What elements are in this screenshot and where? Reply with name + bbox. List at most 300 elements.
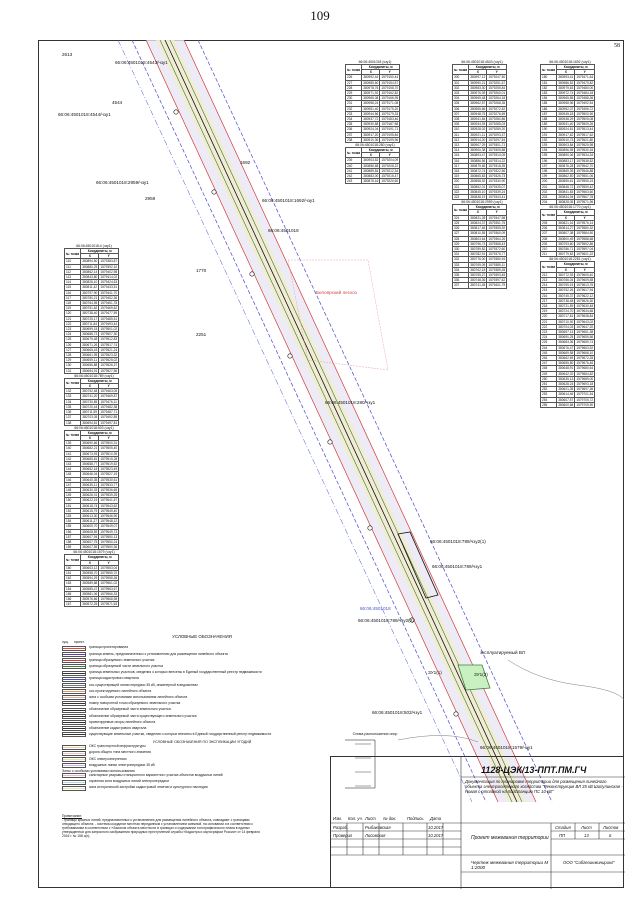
table-cell: 1579553,04 bbox=[100, 565, 118, 570]
table-cell: 1579655,56 bbox=[576, 335, 594, 340]
legend-col-existing: сущ. bbox=[62, 640, 69, 645]
table-cell: 380924,04 bbox=[363, 127, 379, 132]
title-block bbox=[330, 756, 624, 888]
table-cell: 180 bbox=[541, 75, 557, 80]
table-cell: 126 bbox=[65, 342, 81, 347]
coord-table bbox=[64, 248, 119, 374]
notes-title: Примечание: bbox=[62, 814, 82, 818]
table-cell: 1579500,90 bbox=[576, 111, 594, 116]
table-cell: 301 bbox=[453, 80, 469, 85]
table-cell: 1579622,12 bbox=[576, 293, 594, 298]
table-cell: 144 bbox=[65, 467, 81, 472]
parcel-label: 66:06:4501018:280/чзу1 bbox=[325, 400, 376, 405]
coord-header-x: X bbox=[362, 153, 380, 158]
table-cell: 324 bbox=[453, 215, 469, 220]
table-cell: 153 bbox=[65, 513, 81, 518]
table-cell: 200 bbox=[541, 179, 557, 184]
table-cell: 380900,38 bbox=[470, 148, 486, 153]
table-cell: 380711,59 bbox=[82, 410, 98, 415]
table-cell: 1579601,22 bbox=[576, 252, 594, 257]
table-cell: 380699,15 bbox=[82, 327, 98, 332]
table-cell: 380903,52 bbox=[363, 158, 379, 163]
legend-label: номер поворотной точки образуемого земельного участка bbox=[89, 701, 181, 706]
table-cell: 191 bbox=[541, 132, 557, 137]
table-cell: 305 bbox=[453, 101, 469, 106]
coord-header-coords: Координаты, м bbox=[469, 205, 507, 210]
table-cell: 141 bbox=[65, 451, 81, 456]
table-cell: 380603,12 bbox=[82, 565, 98, 570]
table-cell: 380945,18 bbox=[558, 111, 574, 116]
table-cell: 1579195,84 bbox=[381, 132, 399, 137]
table-cell: 1579525,98 bbox=[576, 143, 594, 148]
rev-label: Дата bbox=[430, 816, 442, 821]
coord-table-caption: 66:06:4501018 (чзу1) bbox=[345, 60, 405, 64]
table-cell: 380609,70 bbox=[82, 524, 98, 529]
table-cell: 1579659,74 bbox=[576, 340, 594, 345]
table-cell: 380834,94 bbox=[558, 195, 574, 200]
table-cell: 380843,80 bbox=[82, 275, 98, 280]
legend-symbol bbox=[62, 773, 86, 778]
table-cell: 149 bbox=[65, 493, 81, 498]
table-cell: 380710,92 bbox=[558, 319, 574, 324]
legend-symbol bbox=[62, 720, 86, 725]
table-cell: 1579701,54 bbox=[576, 392, 594, 397]
table-cell: 380671,26 bbox=[82, 342, 98, 347]
table-cell: 380876,28 bbox=[558, 163, 574, 168]
table-cell: 1579204,09 bbox=[381, 158, 399, 163]
table-cell: 380917,20 bbox=[363, 132, 379, 137]
table-cell: 1579512,83 bbox=[100, 337, 118, 342]
legend-symbol bbox=[62, 646, 86, 651]
table-cell: 380694,81 bbox=[82, 420, 98, 425]
table-cell: 1579171,08 bbox=[381, 101, 399, 106]
table-cell: 1579376,77 bbox=[488, 252, 506, 257]
table-cell: 1579613,76 bbox=[576, 283, 594, 288]
table-cell: 216 bbox=[541, 293, 557, 298]
legend-label: граница образуемой части земельного участка bbox=[89, 664, 163, 669]
table-cell: 224 bbox=[541, 335, 557, 340]
table-cell: 207 bbox=[541, 231, 557, 236]
table-cell: 1579392,10 bbox=[100, 264, 118, 269]
table-cell: 380725,17 bbox=[82, 316, 98, 321]
support bbox=[174, 110, 178, 114]
table-cell: 185 bbox=[541, 101, 557, 106]
parcel-label: 66:06:4501018:4544/чзу1 bbox=[58, 112, 111, 117]
table-cell: 132 bbox=[65, 389, 81, 394]
legend-symbol bbox=[62, 714, 86, 719]
legend-symbol bbox=[62, 780, 86, 785]
coord-header-num: № точки bbox=[65, 249, 81, 259]
table-cell: 380755,27 bbox=[470, 272, 486, 277]
table-cell: 380838,19 bbox=[470, 195, 486, 200]
table-cell: 380720,44 bbox=[82, 404, 98, 409]
table-cell: 1579393,45 bbox=[488, 272, 506, 277]
table-cell: 222 bbox=[541, 324, 557, 329]
table-row bbox=[541, 402, 595, 407]
table-cell: 192 bbox=[541, 137, 557, 142]
coord-header-coords: Координаты, м bbox=[362, 148, 400, 153]
table-cell: 1579463,05 bbox=[100, 389, 118, 394]
scheme-title: Схема расположения опор bbox=[335, 732, 415, 736]
table-cell: 1579469,62 bbox=[100, 306, 118, 311]
table-cell: 1579526,37 bbox=[100, 363, 118, 368]
map-number: 4544 bbox=[112, 100, 123, 105]
coord-table-caption: 66:06:4501018:1692 (чзу1) bbox=[540, 60, 600, 64]
table-cell: 1579372,60 bbox=[488, 246, 506, 251]
coord-header-num: № точки bbox=[346, 65, 362, 75]
table-cell: 380704,03 bbox=[558, 324, 574, 329]
table-cell: 331 bbox=[453, 252, 469, 257]
table-cell: 1579517,62 bbox=[576, 132, 594, 137]
zu-label: ЗУ1(1) bbox=[428, 670, 442, 675]
table-cell: 380585,47 bbox=[82, 586, 98, 591]
project-title: Проект межевания территории bbox=[471, 835, 549, 841]
table-cell: 116 bbox=[65, 290, 81, 295]
quarter-label: 66:06:4501018 bbox=[360, 606, 391, 611]
table-cell: 1579558,36 bbox=[100, 576, 118, 581]
table-cell: 380673,93 bbox=[82, 451, 98, 456]
table-cell: 380703,05 bbox=[82, 415, 98, 420]
table-cell: 380654,91 bbox=[82, 368, 98, 373]
legend-symbol bbox=[62, 745, 86, 750]
table-cell: 1579539,25 bbox=[100, 493, 118, 498]
table-cell: 1579364,26 bbox=[488, 236, 506, 241]
coord-table bbox=[64, 554, 119, 607]
table-cell: 182 bbox=[541, 85, 557, 90]
table-cell: 380965,85 bbox=[558, 96, 574, 101]
table-cell: 380952,07 bbox=[558, 106, 574, 111]
table-cell: 380944,56 bbox=[363, 111, 379, 116]
table-cell: 1579461,78 bbox=[100, 301, 118, 306]
table-cell: 1579534,34 bbox=[576, 153, 594, 158]
table-cell: 1579519,52 bbox=[100, 461, 118, 466]
coord-header-num: № точки bbox=[65, 378, 81, 388]
table-cell: 321 bbox=[453, 184, 469, 189]
coord-header-x: X bbox=[81, 560, 99, 565]
table-cell: 380962,57 bbox=[470, 101, 486, 106]
table-cell: 1579383,87 bbox=[100, 259, 118, 264]
table-cell: 1579488,36 bbox=[576, 96, 594, 101]
table-cell: 380665,81 bbox=[82, 456, 98, 461]
coord-header-y: Y bbox=[575, 215, 595, 220]
table-cell: 325 bbox=[453, 220, 469, 225]
table-cell: 248 bbox=[541, 366, 557, 371]
table-cell: 1579500,31 bbox=[100, 441, 118, 446]
table-cell: 380724,70 bbox=[558, 309, 574, 314]
table-cell: 315 bbox=[453, 153, 469, 158]
table-cell: 380607,57 bbox=[558, 397, 574, 402]
rev-label: Лист bbox=[365, 816, 376, 821]
table-cell: 1579538,52 bbox=[576, 158, 594, 163]
table-cell: 1579680,64 bbox=[576, 366, 594, 371]
table-cell: 1579471,64 bbox=[576, 75, 594, 80]
coord-header-y: Y bbox=[380, 153, 400, 158]
table-cell: 380986,52 bbox=[558, 80, 574, 85]
table-cell: 1579672,28 bbox=[576, 355, 594, 360]
stage-value: ПП bbox=[559, 833, 566, 838]
table-cell: 203 bbox=[541, 195, 557, 200]
table-cell: 1579523,32 bbox=[100, 353, 118, 358]
coord-table-caption: 66:06:4501018:1770 (чзу1) bbox=[540, 205, 600, 209]
table-cell: 208 bbox=[541, 236, 557, 241]
table-cell: 1579505,40 bbox=[100, 446, 118, 451]
coord-header-y: Y bbox=[575, 267, 595, 272]
table-cell: 380883,00 bbox=[363, 174, 379, 179]
parcel-label: 66:06:4501018:503/чзу1 bbox=[372, 710, 423, 715]
rev-label: № док. bbox=[383, 816, 397, 821]
table-cell: 380608,59 bbox=[82, 529, 98, 534]
table-cell: 303 bbox=[453, 91, 469, 96]
table-cell: 202 bbox=[541, 189, 557, 194]
table-cell: 380615,79 bbox=[82, 508, 98, 513]
coord-table-caption: 66:06:4501018:2251 (чзу1) bbox=[540, 257, 600, 261]
table-cell: 380886,56 bbox=[470, 158, 486, 163]
coord-header-y: Y bbox=[487, 210, 507, 215]
table-cell: 184 bbox=[541, 96, 557, 101]
organization: ООО "Сибгеоинжиниринг" bbox=[563, 860, 615, 865]
table-cell: 217 bbox=[541, 298, 557, 303]
legend-item bbox=[62, 732, 312, 738]
coord-table-caption: 66:06:4501018:2959 (чзу1) bbox=[452, 200, 512, 204]
table-cell: 228 bbox=[346, 85, 362, 90]
table-cell: 231 bbox=[346, 101, 362, 106]
table-cell: 1579561,02 bbox=[100, 581, 118, 586]
table-cell: 193 bbox=[541, 143, 557, 148]
table-cell: 300 bbox=[453, 75, 469, 80]
table-cell: 1579525,02 bbox=[100, 358, 118, 363]
legend-label: воздушные линии электропередачи 35 кВ bbox=[89, 762, 155, 767]
table-cell: 1579643,02 bbox=[576, 319, 594, 324]
table-cell: 380826,10 bbox=[82, 280, 98, 285]
table-cell: 1579551,06 bbox=[576, 174, 594, 179]
table-cell: 380762,18 bbox=[470, 267, 486, 272]
table-cell: 1579301,71 bbox=[488, 143, 506, 148]
coord-header-x: X bbox=[81, 384, 99, 389]
table-cell: 147 bbox=[65, 482, 81, 487]
table-cell: 380752,26 bbox=[558, 288, 574, 293]
table-cell: 206 bbox=[541, 226, 557, 231]
coord-header-x: X bbox=[469, 70, 487, 75]
legend-symbol bbox=[62, 677, 86, 682]
table-cell: 250 bbox=[541, 376, 557, 381]
table-cell: 1579260,01 bbox=[488, 91, 506, 96]
table-cell: 380824,37 bbox=[470, 220, 486, 225]
coord-table-caption: 66:06:4501018:1579 (чзу1) bbox=[64, 550, 124, 554]
table-cell: 1579480,00 bbox=[576, 85, 594, 90]
table-cell: 380997,12 bbox=[470, 75, 486, 80]
table-cell: 380796,73 bbox=[470, 241, 486, 246]
table-cell: 1579542,70 bbox=[576, 163, 594, 168]
table-cell: 1579280,86 bbox=[488, 117, 506, 122]
table-cell: 1579212,34 bbox=[381, 168, 399, 173]
table-cell: 309 bbox=[453, 122, 469, 127]
table-cell: 380972,74 bbox=[558, 91, 574, 96]
table-cell: 1579475,82 bbox=[576, 80, 594, 85]
coord-header-y: Y bbox=[575, 70, 595, 75]
table-cell: 160 bbox=[65, 565, 81, 570]
legend-label: обозначение кадастрового квартала bbox=[89, 725, 147, 730]
table-cell: 1579401,79 bbox=[488, 283, 506, 288]
table-cell: 1579592,86 bbox=[576, 241, 594, 246]
legend-symbol bbox=[62, 658, 86, 663]
table-cell: 330 bbox=[453, 246, 469, 251]
table-cell: 181 bbox=[541, 80, 557, 85]
name-developer: Рыбаковская bbox=[365, 825, 391, 830]
table-cell: 380621,35 bbox=[558, 387, 574, 392]
sheet-number: 58 bbox=[614, 43, 620, 49]
table-cell: 1579485,51 bbox=[100, 316, 118, 321]
sheet-label: Лист bbox=[581, 825, 592, 830]
coord-header-num: № точки bbox=[346, 148, 362, 158]
table-cell: 380976,39 bbox=[470, 91, 486, 96]
parcel-label: 66:06:4501018:1579/чзу1 bbox=[480, 745, 533, 750]
table-cell: 117 bbox=[65, 295, 81, 300]
map-number: 2251 bbox=[196, 332, 207, 337]
table-row bbox=[346, 179, 400, 184]
table-cell: 1579541,57 bbox=[100, 498, 118, 503]
table-cell: 380786,71 bbox=[558, 246, 574, 251]
coord-header-y: Y bbox=[99, 435, 119, 440]
table-cell: 1579414,02 bbox=[100, 275, 118, 280]
table-cell: 380880,25 bbox=[82, 264, 98, 269]
legend-symbol bbox=[62, 786, 86, 791]
date-checker: 10.2017 bbox=[428, 833, 444, 838]
table-cell: 1579549,73 bbox=[100, 529, 118, 534]
table-cell: 146 bbox=[65, 477, 81, 482]
table-cell: 380828,05 bbox=[558, 200, 574, 205]
table-cell: 1579402,98 bbox=[100, 269, 118, 274]
table-cell: 380993,41 bbox=[558, 75, 574, 80]
table-cell: 1579452,36 bbox=[100, 295, 118, 300]
table-cell: 1579634,66 bbox=[576, 309, 594, 314]
role-checker: Проверил bbox=[333, 833, 353, 838]
table-cell: 328 bbox=[453, 236, 469, 241]
table-cell: 380576,66 bbox=[82, 597, 98, 601]
table-cell: 156 bbox=[65, 529, 81, 534]
table-row bbox=[65, 368, 119, 373]
table-cell: 1579285,03 bbox=[488, 122, 506, 127]
table-cell: 137 bbox=[65, 415, 81, 420]
table-cell: 1579297,54 bbox=[488, 137, 506, 142]
coord-header-x: X bbox=[557, 215, 575, 220]
table-cell: 1579380,94 bbox=[488, 257, 506, 262]
table-cell: 1579314,22 bbox=[488, 158, 506, 163]
table-cell: 380797,90 bbox=[82, 290, 98, 295]
table-cell: 307 bbox=[453, 111, 469, 116]
table-cell: 380855,61 bbox=[558, 179, 574, 184]
table-cell: 1579492,54 bbox=[576, 101, 594, 106]
table-cell: 148 bbox=[65, 487, 81, 492]
map-number: 2959 bbox=[145, 196, 156, 201]
table-cell: 1579497,81 bbox=[100, 420, 118, 425]
table-cell: 380955,66 bbox=[470, 106, 486, 111]
table-cell: 254 bbox=[541, 397, 557, 402]
table-cell: 118 bbox=[65, 301, 81, 306]
table-cell: 1579689,00 bbox=[576, 376, 594, 381]
table-cell: 1579568,98 bbox=[100, 597, 118, 601]
table-cell: 1579588,68 bbox=[576, 236, 594, 241]
legend-label: ОКС электроэнергетики bbox=[89, 756, 127, 761]
table-cell: 112 bbox=[65, 269, 81, 274]
table-cell: 1579515,28 bbox=[100, 456, 118, 461]
table-cell: 1579251,67 bbox=[488, 80, 506, 85]
support bbox=[212, 190, 216, 194]
coord-header-num: № точки bbox=[541, 262, 557, 272]
coord-table bbox=[540, 64, 595, 205]
table-cell: 380931,40 bbox=[558, 122, 574, 127]
table-cell: 143 bbox=[65, 461, 81, 466]
table-cell: 1579546,88 bbox=[576, 169, 594, 174]
table-cell: 1579191,71 bbox=[381, 127, 399, 132]
table-cell: 1579154,57 bbox=[381, 80, 399, 85]
table-cell: 380688,73 bbox=[82, 332, 98, 337]
map-number: 1692 bbox=[240, 160, 251, 165]
sheet-value: 13 bbox=[584, 833, 589, 838]
table-cell: 1579530,61 bbox=[100, 477, 118, 482]
role-developer: Разраб. bbox=[333, 825, 349, 830]
table-cell: 1579216,47 bbox=[381, 174, 399, 179]
table-cell: 237 bbox=[346, 132, 362, 137]
table-cell: 380876,16 bbox=[363, 179, 379, 184]
table-cell: 380985,60 bbox=[363, 80, 379, 85]
table-cell: 1579536,65 bbox=[100, 487, 118, 492]
table-cell: 380969,48 bbox=[470, 96, 486, 101]
document-description: Документация по планировке территории для размещения линейного объекта электросетевого хозяйства "Реконструкция ВЛ 35 кВ Шипулинская - Новая с отпайкой на подстанцию ПС 10 кВ" bbox=[465, 779, 623, 794]
table-cell: 380759,15 bbox=[558, 283, 574, 288]
table-cell: 380928,02 bbox=[470, 127, 486, 132]
coord-table bbox=[452, 64, 507, 200]
coord-header-num: № точки bbox=[65, 555, 81, 565]
table-cell: 380581,06 bbox=[82, 591, 98, 596]
table-cell: 1579630,48 bbox=[576, 303, 594, 308]
table-cell: 157 bbox=[65, 534, 81, 539]
table-cell: 313 bbox=[453, 143, 469, 148]
coord-table bbox=[540, 209, 595, 257]
table-cell: 380858,92 bbox=[470, 179, 486, 184]
table-cell: 317 bbox=[453, 163, 469, 168]
table-cell: 1579513,44 bbox=[576, 127, 594, 132]
table-cell: 380803,64 bbox=[470, 236, 486, 241]
table-cell: 1579517,74 bbox=[100, 342, 118, 347]
table-cell: 380831,28 bbox=[470, 215, 486, 220]
table-cell: 220 bbox=[541, 314, 557, 319]
table-cell: 194 bbox=[541, 148, 557, 153]
table-cell: 308 bbox=[453, 117, 469, 122]
table-cell: 380782,91 bbox=[470, 252, 486, 257]
legend-symbol bbox=[62, 695, 86, 700]
table-cell: 227 bbox=[346, 80, 362, 85]
table-cell: 245 bbox=[541, 350, 557, 355]
table-cell: 1579684,82 bbox=[576, 371, 594, 376]
table-cell: 1579255,84 bbox=[488, 85, 506, 90]
legend-symbol bbox=[62, 751, 86, 756]
rev-label: Кол. уч. bbox=[348, 816, 363, 821]
table-cell: 380862,50 bbox=[558, 174, 574, 179]
table-cell: 1579521,80 bbox=[576, 137, 594, 142]
table-cell: 380872,74 bbox=[470, 169, 486, 174]
table-cell: 380741,20 bbox=[82, 394, 98, 399]
table-cell: 329 bbox=[453, 241, 469, 246]
table-cell: 1579533,77 bbox=[100, 482, 118, 487]
table-cell: 1579571,96 bbox=[576, 200, 594, 205]
table-cell: 120 bbox=[65, 311, 81, 316]
table-cell: 380930,88 bbox=[363, 122, 379, 127]
table-cell: 380607,75 bbox=[82, 539, 98, 544]
table-cell: 310 bbox=[453, 127, 469, 132]
table-cell: 1579647,20 bbox=[576, 324, 594, 329]
table-cell: 380883,17 bbox=[558, 158, 574, 163]
table-cell: 1579487,71 bbox=[100, 410, 118, 415]
